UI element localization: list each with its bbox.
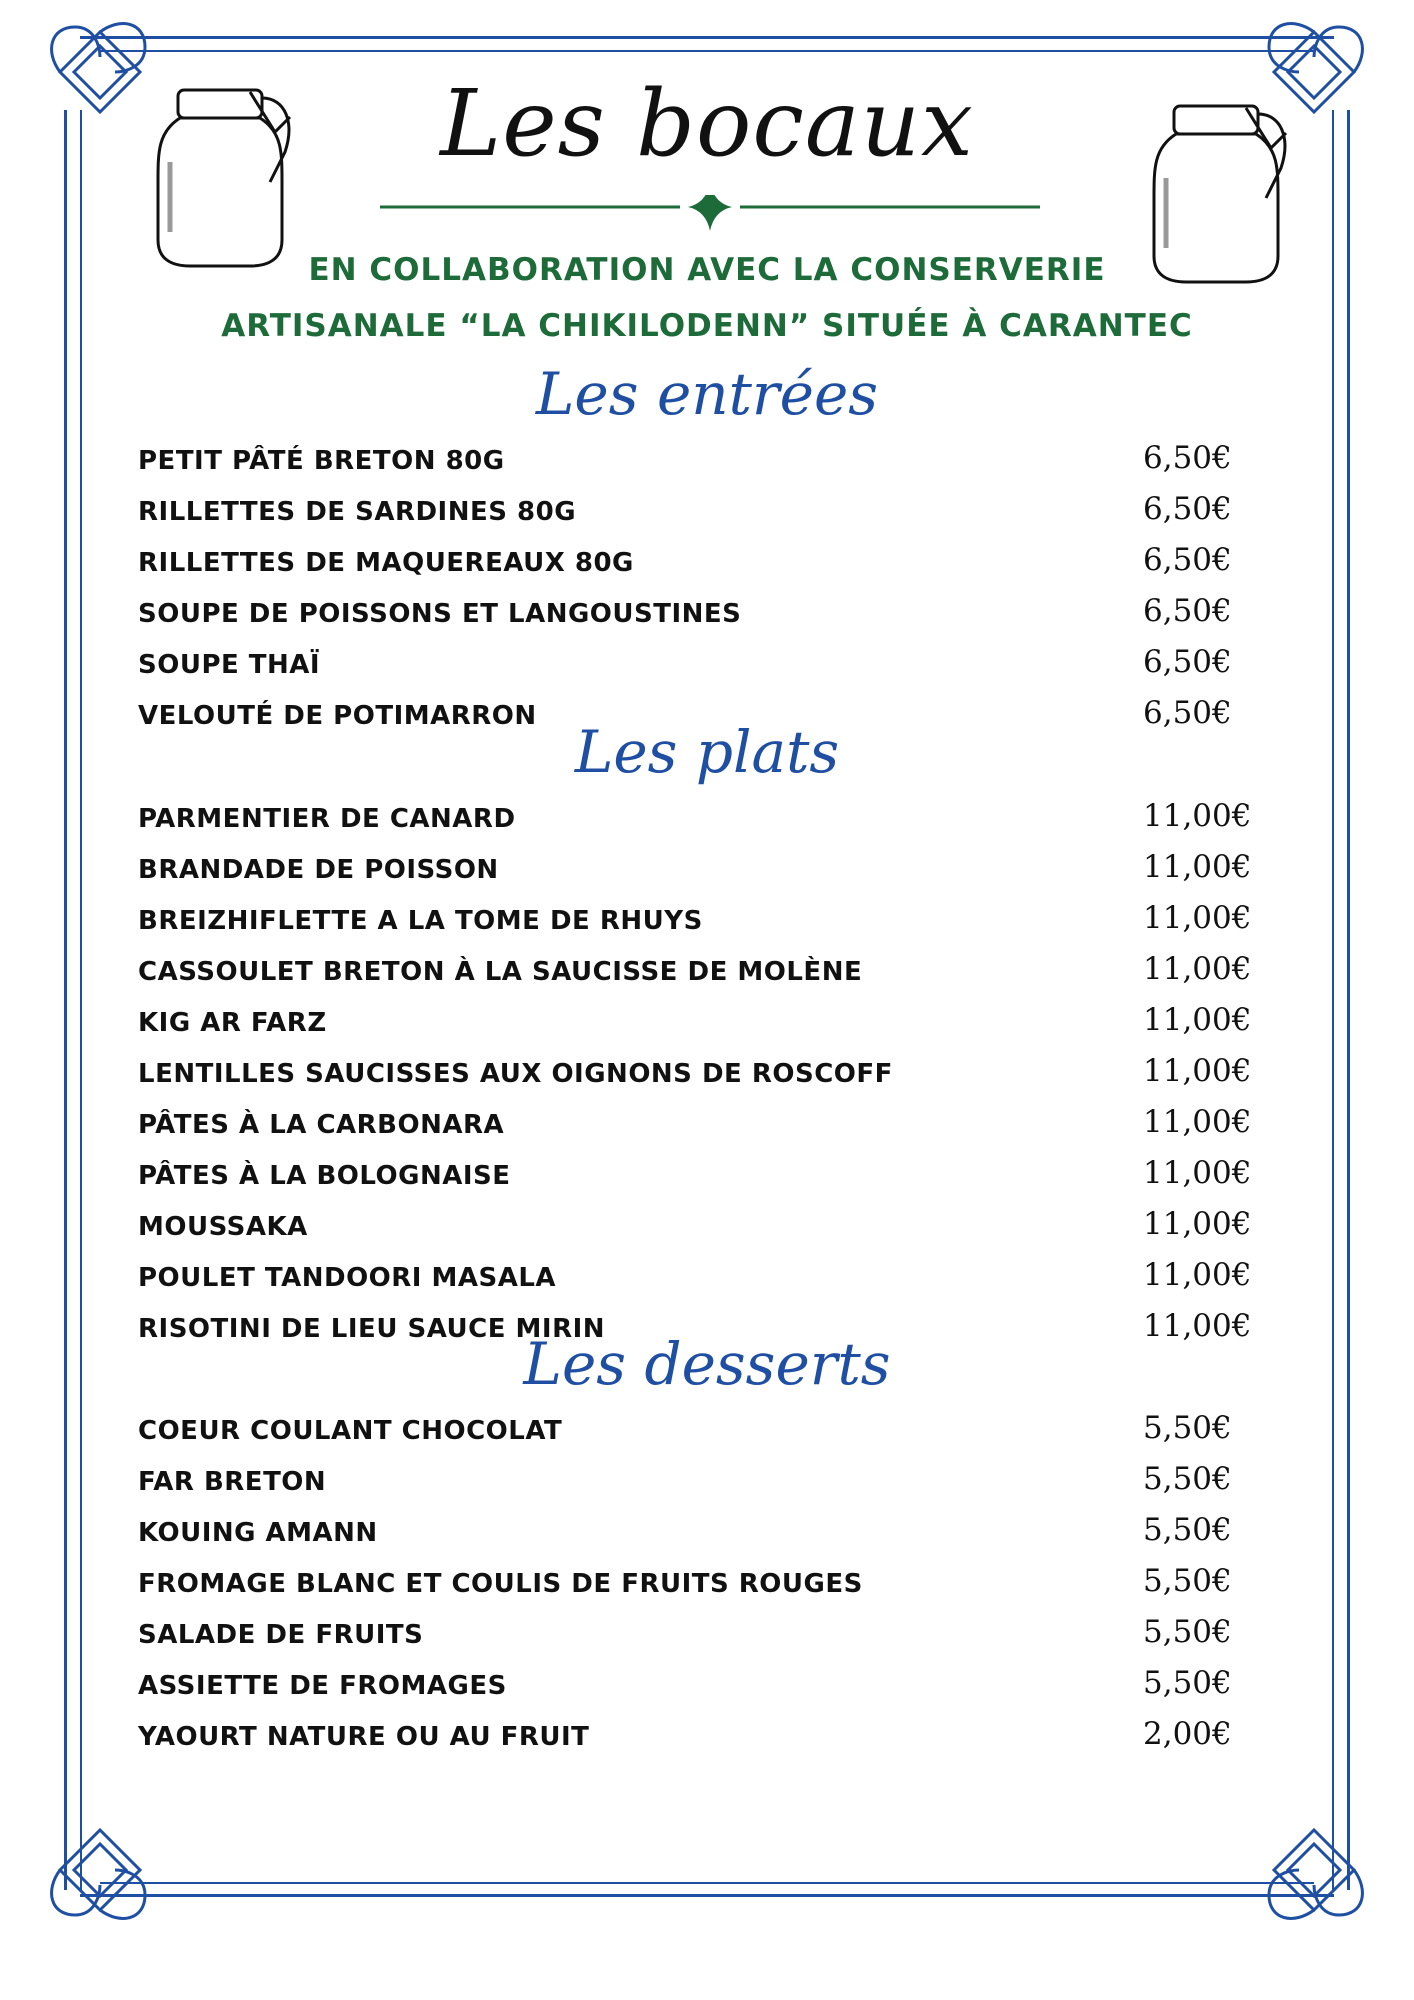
- menu-item-name: SALADE DE FRUITS: [138, 1620, 424, 1650]
- menu-item-name: PÂTES À LA CARBONARA: [138, 1110, 505, 1140]
- menu-item-name: FROMAGE BLANC ET COULIS DE FRUITS ROUGES: [138, 1569, 863, 1599]
- menu-item-price: 11,00€: [1143, 849, 1252, 885]
- menu-item: [138, 593, 1268, 647]
- menu-item-name: ASSIETTE DE FROMAGES: [138, 1671, 507, 1701]
- menu-item: [138, 440, 1268, 494]
- menu-item-name: BREIZHIFLETTE A LA TOME DE RHUYS: [138, 906, 703, 936]
- menu-item-price: 11,00€: [1143, 1206, 1252, 1242]
- menu-item-price: 11,00€: [1143, 1053, 1252, 1089]
- frame-top-inner: [100, 50, 1314, 52]
- menu-item: [138, 798, 1268, 852]
- menu-item: [138, 1461, 1268, 1515]
- menu-item: [138, 849, 1268, 903]
- menu-item-name: PÂTES À LA BOLOGNAISE: [138, 1161, 511, 1191]
- menu-item-name: POULET TANDOORI MASALA: [138, 1263, 557, 1293]
- menu-item-price: 5,50€: [1143, 1665, 1232, 1701]
- menu-item-price: 11,00€: [1143, 1155, 1252, 1191]
- menu-item-price: 6,50€: [1143, 644, 1232, 680]
- menu-item-name: RILLETTES DE MAQUEREAUX 80G: [138, 548, 634, 578]
- menu-item: [138, 1716, 1268, 1770]
- page-title: Les bocaux: [440, 70, 974, 177]
- menu-item: [138, 1410, 1268, 1464]
- menu-item-name: PARMENTIER DE CANARD: [138, 804, 516, 834]
- menu-item-name: FAR BRETON: [138, 1467, 327, 1497]
- corner-ornament-bottom-left-icon: [40, 1810, 160, 1930]
- menu-item: [138, 1614, 1268, 1668]
- menu-item: [138, 644, 1268, 698]
- menu-item-name: MOUSSAKA: [138, 1212, 308, 1242]
- menu-item-price: 6,50€: [1143, 542, 1232, 578]
- frame-bottom-inner: [100, 1882, 1314, 1884]
- menu-item-price: 11,00€: [1143, 1104, 1252, 1140]
- frame-bottom-outer: [80, 1894, 1334, 1897]
- menu-item-price: 6,50€: [1143, 695, 1232, 731]
- menu-item: [138, 1002, 1268, 1056]
- menu-item-price: 11,00€: [1143, 900, 1252, 936]
- menu-item-price: 2,00€: [1143, 1716, 1232, 1752]
- menu-item-price: 11,00€: [1143, 1308, 1252, 1344]
- menu-item-price: 6,50€: [1143, 593, 1232, 629]
- menu-item-price: 11,00€: [1143, 1257, 1252, 1293]
- menu-item: [138, 951, 1268, 1005]
- subtitle-line-1: EN COLLABORATION AVEC LA CONSERVERIE: [308, 252, 1106, 288]
- menu-item-price: 5,50€: [1143, 1512, 1232, 1548]
- section-title-entrees: Les entrées: [535, 360, 879, 428]
- menu-item-price: 5,50€: [1143, 1410, 1232, 1446]
- menu-item-price: 6,50€: [1143, 440, 1232, 476]
- star-divider-icon: [380, 195, 1040, 235]
- menu-item-price: 5,50€: [1143, 1614, 1232, 1650]
- menu-item: [138, 1563, 1268, 1617]
- subtitle-line-2: ARTISANALE “LA CHIKILODENN” SITUÉE À CARANTEC: [221, 308, 1193, 344]
- menu-item-name: PETIT PÂTÉ BRETON 80G: [138, 446, 505, 476]
- menu-item-price: 5,50€: [1143, 1461, 1232, 1497]
- menu-item-price: 5,50€: [1143, 1563, 1232, 1599]
- menu-item: [138, 1053, 1268, 1107]
- menu-item-name: KIG AR FARZ: [138, 1008, 327, 1038]
- menu-item: [138, 900, 1268, 954]
- menu-item-name: CASSOULET BRETON À LA SAUCISSE DE MOLÈNE: [138, 957, 863, 987]
- menu-item-name: SOUPE DE POISSONS ET LANGOUSTINES: [138, 599, 742, 629]
- frame-top-outer: [80, 36, 1334, 39]
- menu-item-name: LENTILLES SAUCISSES AUX OIGNONS DE ROSCOFF: [138, 1059, 893, 1089]
- menu-item: [138, 1206, 1268, 1260]
- menu-item: [138, 1104, 1268, 1158]
- menu-item: [138, 1257, 1268, 1311]
- corner-ornament-bottom-right-icon: [1254, 1810, 1374, 1930]
- menu-item: [138, 1155, 1268, 1209]
- menu-item-name: COEUR COULANT CHOCOLAT: [138, 1416, 563, 1446]
- menu-item-name: KOUING AMANN: [138, 1518, 378, 1548]
- menu-item-name: YAOURT NATURE OU AU FRUIT: [138, 1722, 590, 1752]
- menu-item: [138, 542, 1268, 596]
- menu-item-price: 11,00€: [1143, 951, 1252, 987]
- section-title-plats: Les plats: [574, 718, 840, 786]
- menu-item-name: VELOUTÉ DE POTIMARRON: [138, 701, 537, 731]
- menu-item-name: BRANDADE DE POISSON: [138, 855, 499, 885]
- menu-item-price: 11,00€: [1143, 798, 1252, 834]
- section-title-desserts: Les desserts: [523, 1330, 891, 1398]
- menu-item: [138, 491, 1268, 545]
- menu-item-name: RISOTINI DE LIEU SAUCE MIRIN: [138, 1314, 606, 1344]
- menu-item-price: 6,50€: [1143, 491, 1232, 527]
- menu-item-price: 11,00€: [1143, 1002, 1252, 1038]
- menu-item-name: RILLETTES DE SARDINES 80G: [138, 497, 577, 527]
- menu-item: [138, 1665, 1268, 1719]
- menu-item: [138, 1512, 1268, 1566]
- menu-item-name: SOUPE THAÏ: [138, 650, 321, 680]
